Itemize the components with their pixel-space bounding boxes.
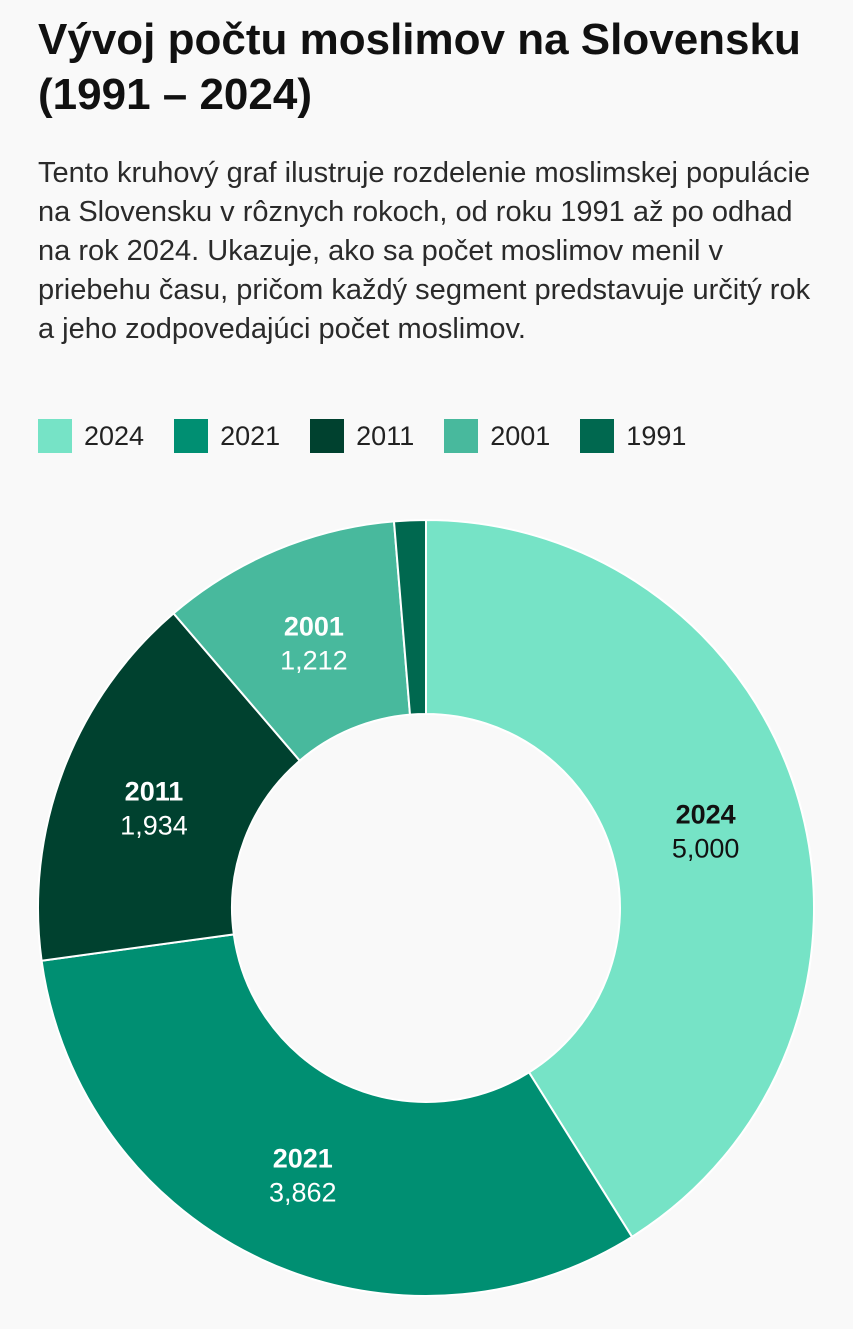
legend-label: 2021	[220, 420, 281, 451]
legend-item-2001[interactable]	[444, 419, 550, 453]
chart-title: Vývoj počtu moslimov na Slovensku (1991 – 2024)	[38, 15, 801, 119]
legend-swatch	[580, 419, 614, 453]
legend-swatch	[310, 419, 344, 453]
slice-label-value: 1,934	[120, 810, 188, 841]
legend-item-2011[interactable]	[310, 419, 414, 453]
legend-swatch	[38, 419, 72, 453]
legend-item-2024[interactable]	[38, 419, 144, 453]
legend-label: 2001	[490, 420, 551, 451]
chart-subtitle: Tento kruhový graf ilustruje rozdelenie moslimskej populácie na Slovensku v rôznych rokoch, od roku 1991 až po odhad na rok 2024. Ukazuje, ako sa počet moslimov menil v priebehu času, pričom každý segment predstavuje určitý rok a jeho zodpovedajúci počet moslimov.	[38, 157, 811, 345]
slice-2021[interactable]	[42, 934, 632, 1296]
legend-item-1991[interactable]	[580, 419, 686, 453]
slice-label-year: 2021	[272, 1143, 333, 1174]
legend-swatch	[174, 419, 208, 453]
slice-label-value: 1,212	[280, 645, 348, 676]
slice-label-year: 2024	[675, 799, 736, 830]
donut-chart	[0, 500, 853, 1320]
legend	[38, 418, 716, 454]
slice-label-year: 2011	[124, 776, 184, 807]
slice-label-year: 2001	[283, 611, 344, 642]
legend-label: 1991	[626, 420, 687, 451]
legend-item-2021[interactable]	[174, 419, 280, 453]
legend-label: 2024	[84, 420, 145, 451]
slice-label-value: 5,000	[671, 833, 740, 864]
legend-swatch	[444, 419, 478, 453]
legend-label: 2011	[356, 420, 415, 451]
slice-label-value: 3,862	[268, 1177, 337, 1208]
